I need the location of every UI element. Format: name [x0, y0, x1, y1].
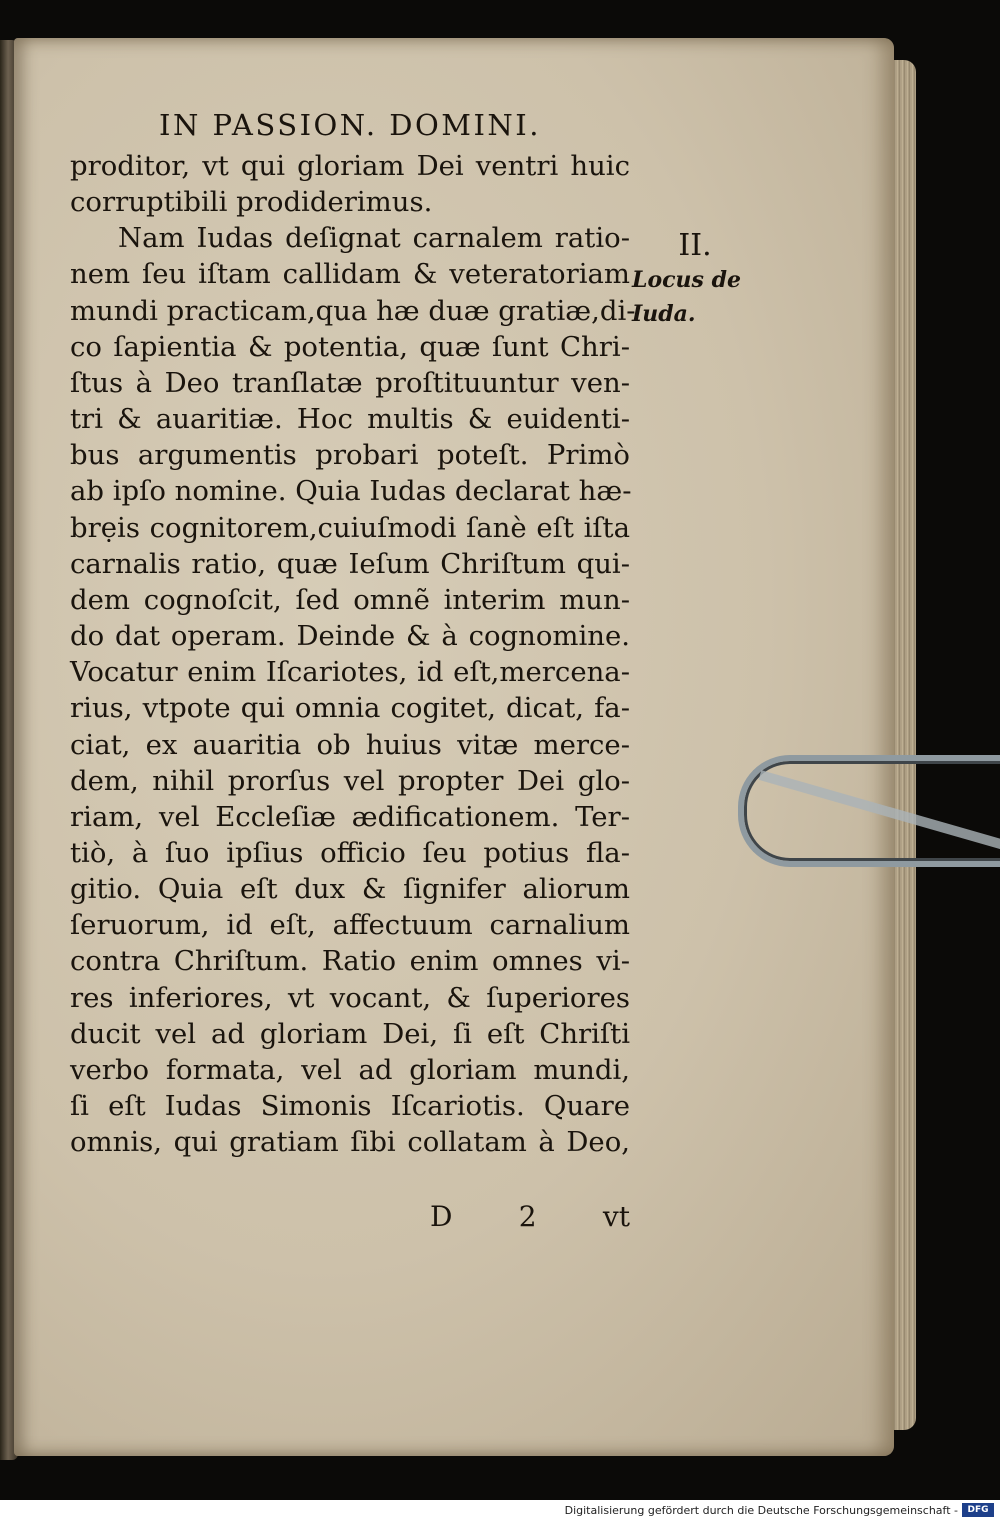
text-line: omnis, qui gratiam ſibi collatam à Deo, [70, 1126, 630, 1159]
text-line: nem ſeu iſtam callidam & veteratoriam [70, 258, 630, 291]
text-line: corruptibili prodiderimus. [70, 186, 433, 219]
text-line: ab ipſo nomine. Quia Iudas declarat hæ- [70, 475, 632, 508]
footer-bar [0, 1500, 1000, 1521]
text-line: Nam Iudas deſignat carnalem ratio- [118, 222, 630, 255]
text-line: brẹis cognitorem,cuiuſmodi ſanè eſt iſta [70, 511, 630, 544]
text-line: ſeruorum, id eſt, affectuum carnalium [70, 909, 630, 942]
text-line: dem, nihil prorſus vel propter Dei glo- [70, 764, 630, 797]
text-line: Vocatur enim Iſcariotes, id eſt,mercena- [70, 656, 630, 689]
text-line: ducit vel ad gloriam Dei, ſi eſt Chriſti [70, 1017, 630, 1050]
text-line: contra Chriſtum. Ratio enim omnes vi- [70, 945, 630, 978]
signature-number: 2 [518, 1200, 537, 1233]
margin-gloss-line: Iuda. [632, 301, 696, 327]
text-line: do dat operam. Deinde & à cognomine. [70, 620, 630, 653]
signature-letter: D [430, 1200, 453, 1233]
dfg-logo-icon[interactable]: DFG [962, 1503, 994, 1517]
catchword: vt [602, 1200, 630, 1233]
text-line: co ſapientia & potentia, quæ ſunt Chri- [70, 330, 630, 363]
text-line: riam, vel Eccleſiæ ædificationem. Ter- [70, 800, 630, 833]
margin-number: II. [678, 228, 712, 263]
text-line: dem cognoſcit, ſed omnẽ interim mun- [70, 583, 630, 616]
margin-note [632, 228, 762, 331]
text-line: proditor, vt qui gloriam Dei ventri huic [70, 150, 630, 182]
text-line: gitio. Quia eſt dux & ſignifer aliorum [70, 873, 630, 906]
text-line: carnalis ratio, quæ Ieſum Chriſtum qui- [70, 547, 630, 580]
running-head: IN PASSION. DOMINI. [159, 108, 541, 142]
text-line: ſtus à Deo tranſlatæ proſtituuntur ven- [70, 366, 630, 399]
funding-credit: Digitalisierung gefördert durch die Deutsche Forschungsgemeinschaft - [564, 1504, 958, 1517]
text-line: tiò, à ſuo ipſius officio ſeu potius fla- [70, 836, 630, 869]
text-line: ſi eſt Iudas Simonis Iſcariotis. Quare [70, 1090, 630, 1123]
text-line: verbo formata, vel ad gloriam mundi, [70, 1053, 630, 1086]
text-line: ciat, ex auaritia ob huius vitæ merce- [70, 728, 630, 761]
text-line: rius, vtpote qui omnia cogitet, dicat, fa- [70, 692, 630, 725]
text-line: mundi practicam,qua hæ duæ gratiæ,di- [70, 294, 636, 327]
text-line: res inferiores, vt vocant, & ſuperiores [70, 981, 630, 1014]
text-line: bus argumentis probari poteſt. Primò [70, 439, 630, 472]
text-block [70, 108, 636, 1160]
catchline [430, 1200, 630, 1233]
text-line: tri & auaritiæ. Hoc multis & euidenti- [70, 403, 630, 436]
margin-gloss-line: Locus de [632, 267, 741, 293]
